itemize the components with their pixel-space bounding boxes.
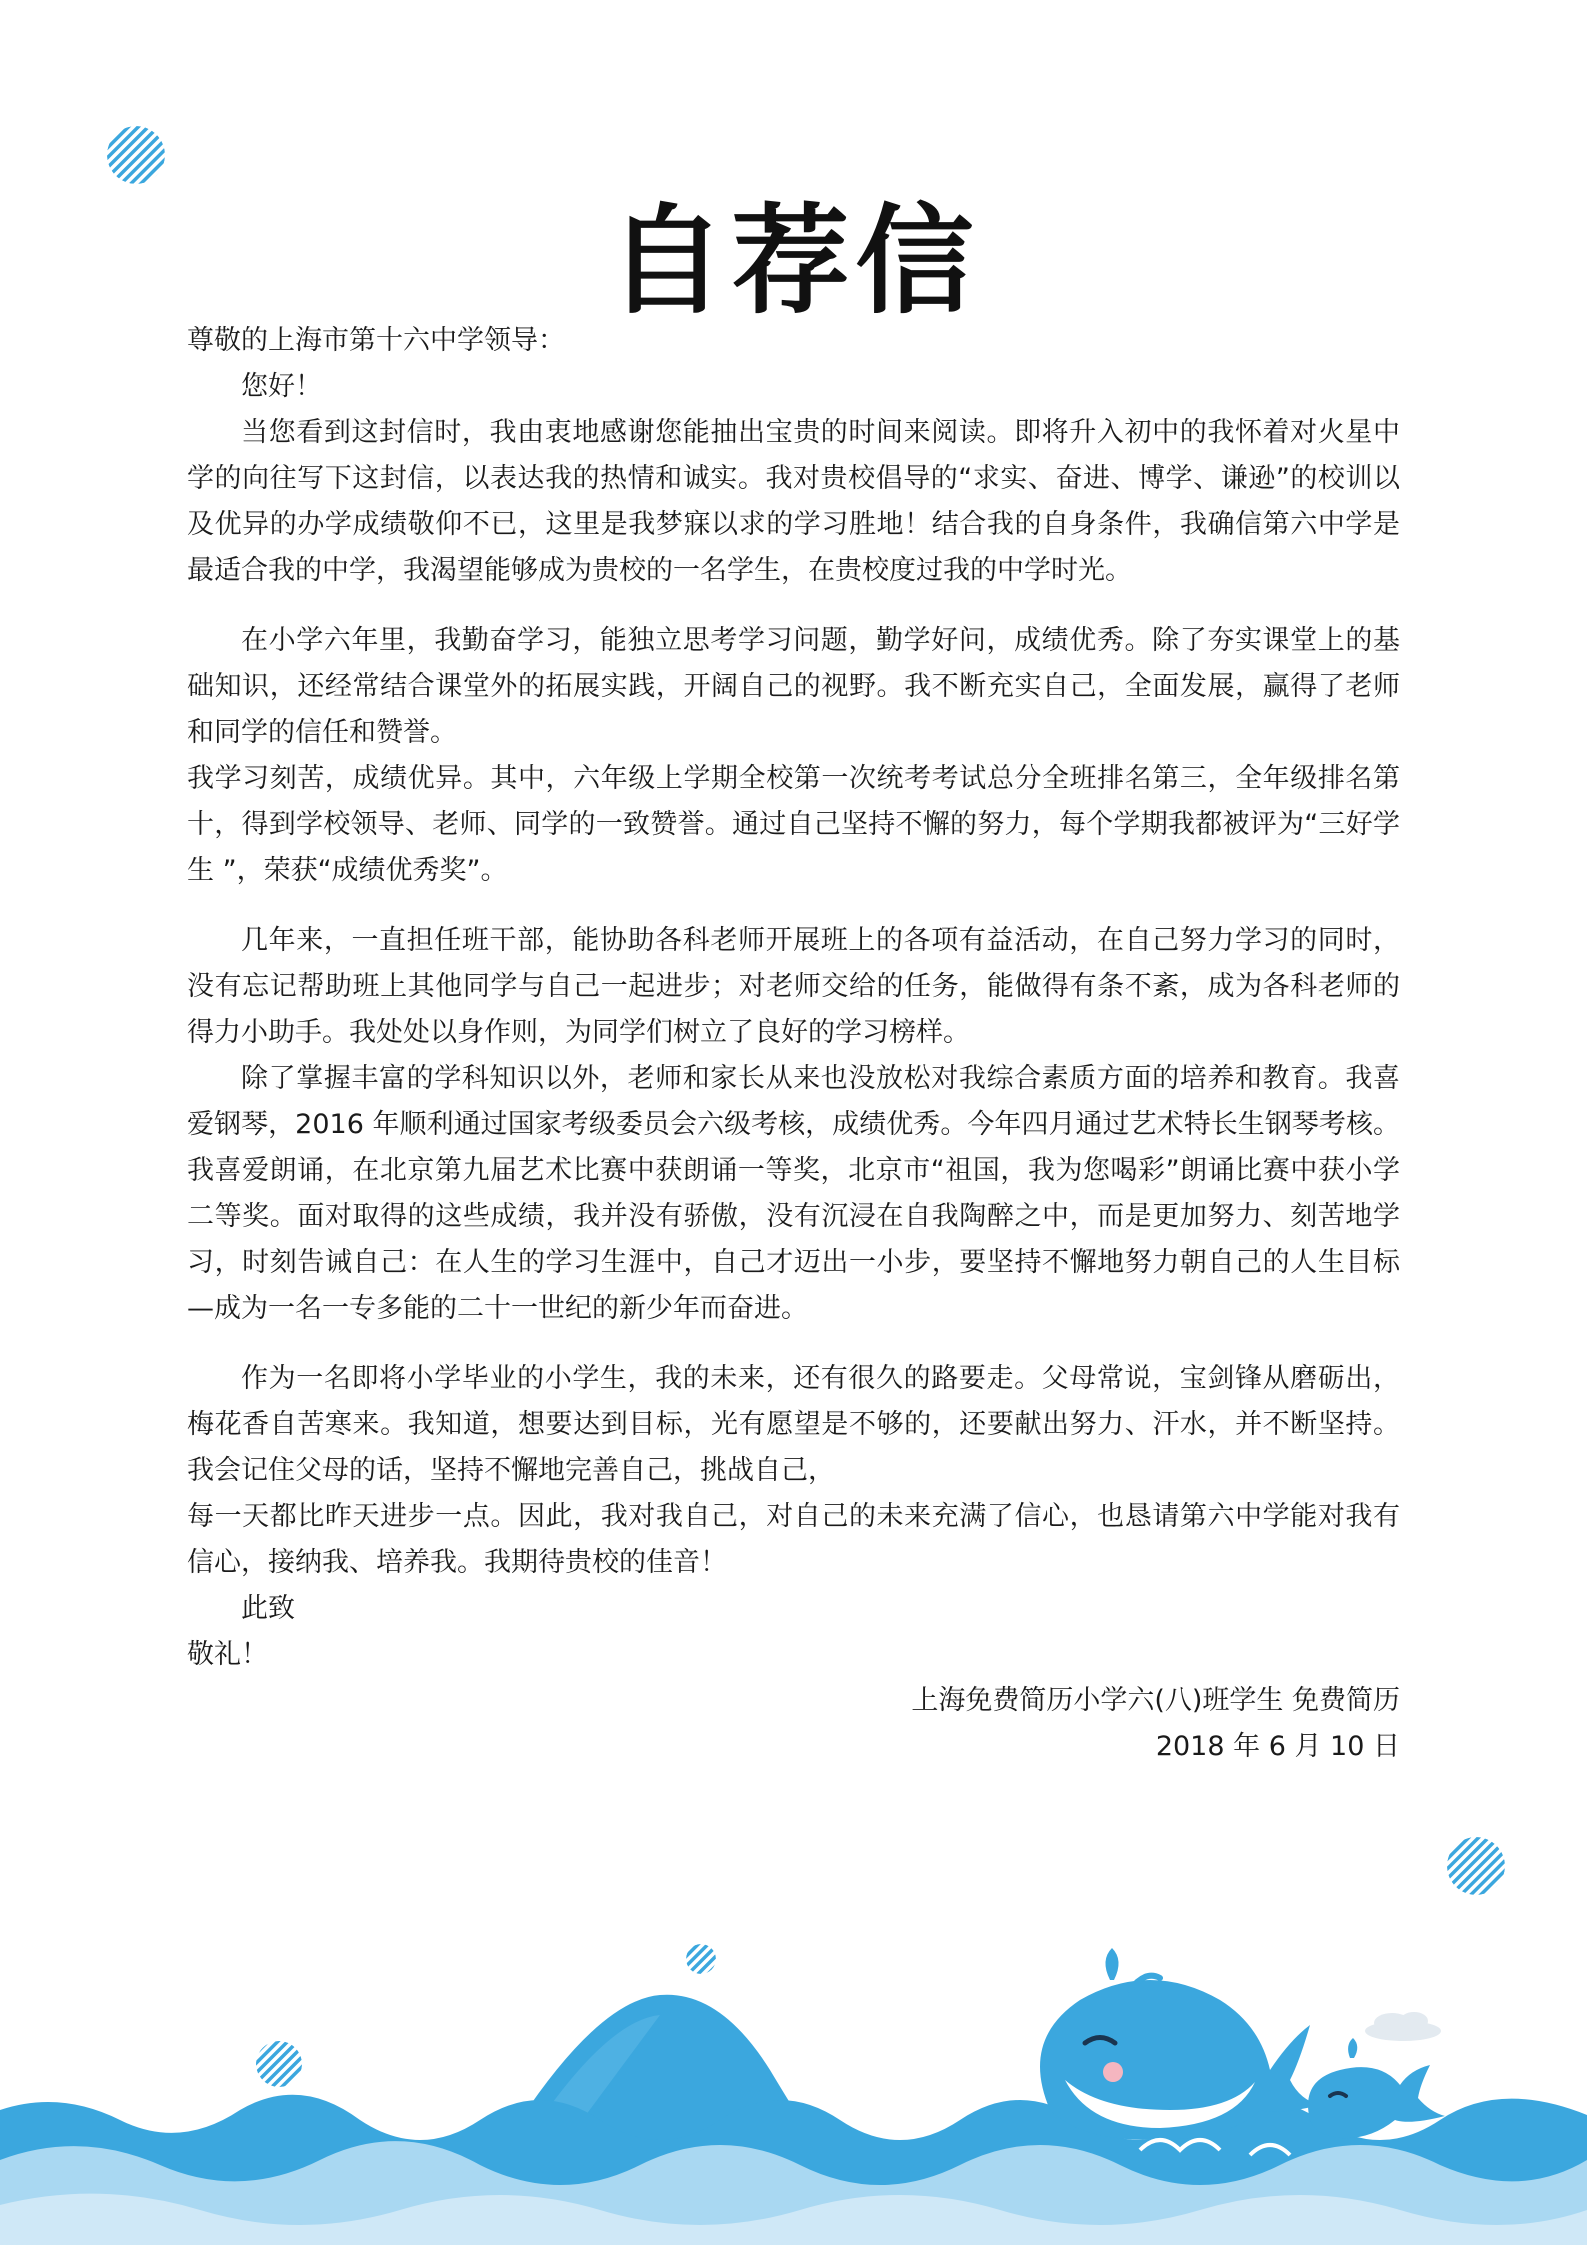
paragraph: 每一天都比昨天进步一点。因此，我对我自己，对自己的未来充满了信心，也恳请第六中学能对我有信心，接纳我、培养我。我期待贵校的佳音！ bbox=[187, 1501, 1400, 1578]
striped-circle-icon bbox=[107, 126, 165, 184]
cloud-icon bbox=[1365, 2012, 1441, 2041]
closing-line: 此致 bbox=[241, 1593, 295, 1624]
whale-icon bbox=[1040, 1948, 1320, 2140]
paragraph: 几年来，一直担任班干部，能协助各科老师开展班上的各项有益活动，在自己努力学习的同时，没有忘记帮助班上其他同学与自己一起进步；对老师交给的任务，能做得有条不紊，成为各科老师的得力小助手。我处处以身作则，为同学们树立了良好的学习榜样。 bbox=[187, 925, 1400, 1048]
greeting: 您好！ bbox=[241, 371, 322, 402]
paragraph: 在小学六年里，我勤奋学习，能独立思考学习问题，勤学好问，成绩优秀。除了夯实课堂上的基础知识，还经常结合课堂外的拓展实践，开阔自己的视野。我不断充实自己，全面发展，赢得了老师和同学的信任和赞誉。 bbox=[187, 625, 1400, 748]
closing-regards: 敬礼！ bbox=[187, 1639, 268, 1670]
letter-body bbox=[187, 318, 1400, 1770]
signature: 上海免费简历小学六(八)班学生 免费简历 bbox=[911, 1685, 1400, 1716]
letter-date: 2018 年 6 月 10 日 bbox=[1155, 1731, 1400, 1762]
salutation: 尊敬的上海市第十六中学领导： bbox=[187, 325, 565, 356]
ocean-scenery bbox=[0, 1820, 1587, 2245]
page-title: 自荐信 bbox=[607, 192, 980, 331]
paragraph: 除了掌握丰富的学科知识以外，老师和家长从来也没放松对我综合素质方面的培养和教育。我喜爱钢琴，2016 年顺利通过国家考级委员会六级考核，成绩优秀。今年四月通过艺术特长生钢琴考核。我喜爱朗诵，在北京第九届艺术比赛中获朗诵一等奖，北京市“祖国，我为您喝彩”朗诵比赛中获小学二等奖。面对取得的这些成绩，我并没有骄傲，没有沉浸在自我陶醉之中，而是更加努力、刻苦地学习，时刻告诫自己：在人生的学习生涯中，自己才迈出一小步，要坚持不懈地努力朝自己的人生目标—成为一名一专多能的二十一世纪的新少年而奋进。 bbox=[187, 1063, 1400, 1324]
paragraph: 我学习刻苦，成绩优异。其中，六年级上学期全校第一次统考考试总分全班排名第三，全年级排名第十，得到学校领导、老师、同学的一致赞誉。通过自己坚持不懈的努力，每个学期我都被评为“三好学生 ”，荣获“成绩优秀奖”。 bbox=[187, 763, 1400, 886]
paragraph: 当您看到这封信时，我由衷地感谢您能抽出宝贵的时间来阅读。即将升入初中的我怀着对火星中学的向往写下这封信，以表达我的热情和诚实。我对贵校倡导的“求实、奋进、博学、谦逊”的校训以及优异的办学成绩敬仰不已，这里是我梦寐以求的学习胜地！结合我的自身条件，我确信第六中学是最适合我的中学，我渴望能够成为贵校的一名学生，在贵校度过我的中学时光。 bbox=[187, 417, 1400, 586]
paragraph: 作为一名即将小学毕业的小学生，我的未来，还有很久的路要走。父母常说，宝剑锋从磨砺出，梅花香自苦寒来。我知道，想要达到目标，光有愿望是不够的，还要献出努力、汗水，并不断坚持。我会记住父母的话，坚持不懈地完善自己，挑战自己， bbox=[187, 1363, 1400, 1486]
baby-whale-icon bbox=[1308, 2038, 1445, 2138]
